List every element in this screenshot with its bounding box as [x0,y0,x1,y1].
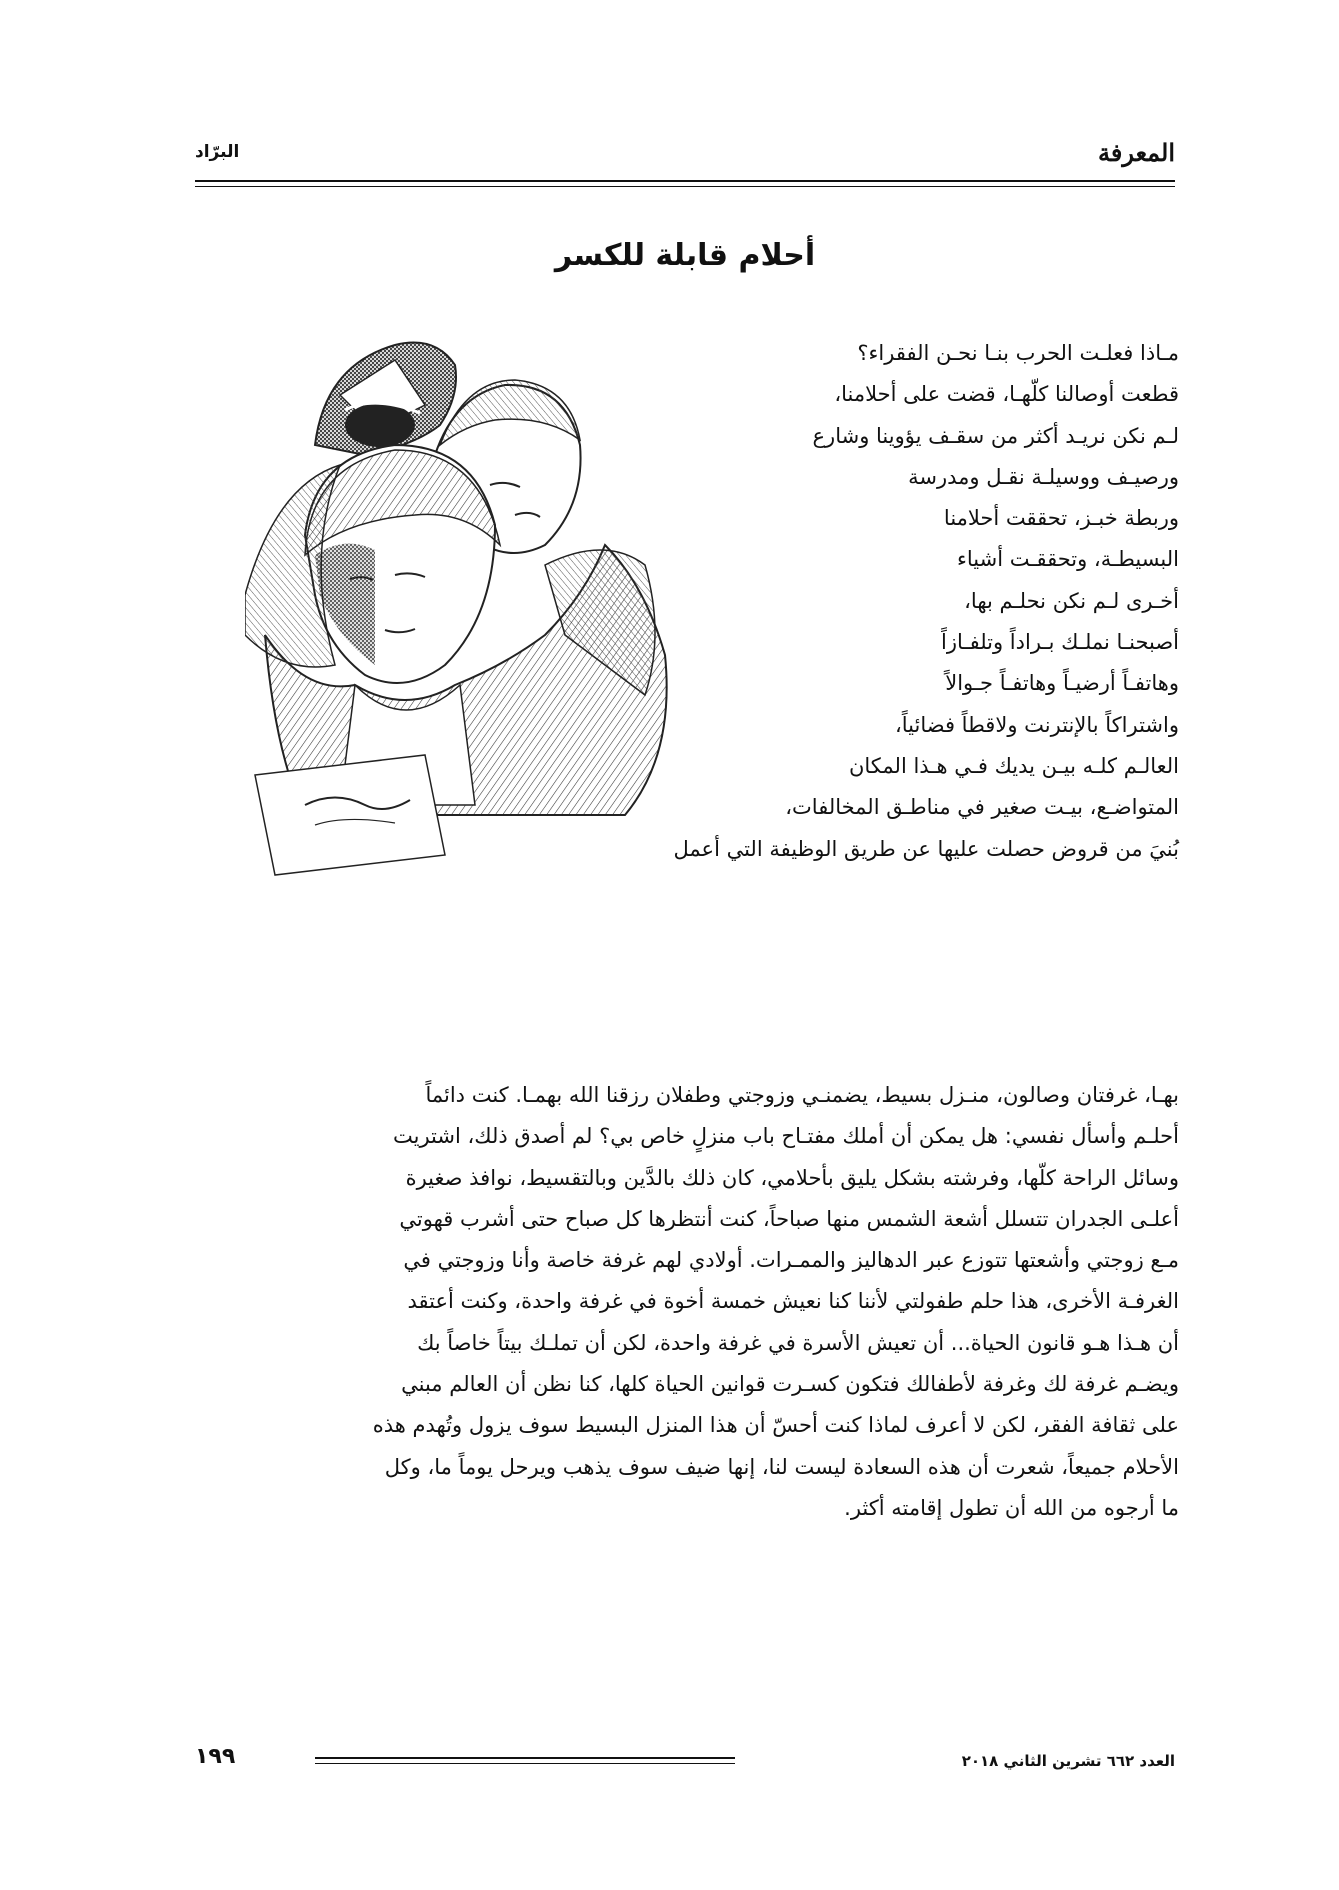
footer-rule [315,1757,735,1759]
prose-line: الأحلام جميعاً، شعرت أن هذه السعادة ليست لنا، إنها ضيف سوف يذهب ويرحل يوماً ما، وكل [384,1454,1179,1479]
poem-line: بُنيَ من قروض حصلت عليها عن طريق الوظيفة التي أعمل [673,836,1179,861]
prose-line: وسائل الراحة كلّها، وفرشته بشكل يليق بأحلامي، كان ذلك بالدَّين وبالتقسيط، نوافذ صغيرة [405,1165,1179,1190]
prose-line: أن هـذا هـو قانون الحياة... أن تعيش الأسرة في غرفة واحدة، لكن أن تملـك بيتاً خاصاً بك [417,1330,1179,1355]
prose-line: على ثقافة الفقر، لكن لا أعرف لماذا كنت أحسّ أن هذا المنزل البسيط سوف يزول وتُهدم هذه [372,1413,1179,1438]
poem-block [673,333,1179,870]
page-number: ١٩٩ [195,1744,236,1769]
prose-line: مـع زوجتي وأشعتها تتوزع عبر الدهاليز والممـرات. أولادي لهم غرفة خاصة وأنا وزوجتي في [403,1248,1179,1273]
poem-line: واشتراكاً بالإنترنت ولاقطاً فضائياً، [895,712,1179,737]
poem-line: أخـرى لـم نكن نحلـم بها، [964,588,1179,613]
poem-line: العالـم كلـه بيـن يديك فـي هـذا المكان [848,753,1179,778]
prose-line: أحلـم وأسأل نفسي: هل يمكن أن أملك مفتـاح باب منزلٍ خاص بي؟ لم أصدق ذلك، اشتريت [393,1124,1179,1149]
poem-line: لـم نكن نريـد أكثر من سقـف يؤوينا وشارع [812,423,1179,448]
prose-block [189,1075,1179,1529]
poem-line: مـاذا فعلـت الحرب بنـا نحـن الفقراء؟ [857,341,1179,365]
poem-line: البسيطـة، وتحققـت أشياء [956,547,1179,572]
poem-line: وربطة خبـز، تحققت أحلامنا [943,506,1179,531]
article-title: أحلام قابلة للكسر [554,238,816,273]
poem-line: المتواضـع، بيـت صغير في مناطـق المخالفات، [785,795,1179,820]
header-rule-thin [195,186,1175,187]
issue-label: العدد ٦٦٢ تشرين الثاني ٢٠١٨ [961,1752,1175,1770]
footer-rule-thin [315,1763,735,1764]
prose-line: بهـا، غرفتان وصالون، منـزل بسيط، يضمنـي وزوجتي وطفلان رزقنا الله بهمـا. كنت دائماً [425,1083,1179,1107]
prose-line: أعلـى الجدران تتسلل أشعة الشمس منها صباحاً، كنت أنتظرها كل صباح حتى أشرب قهوتي [399,1206,1179,1231]
poem-line: أصبحنـا نملـك بـراداً وتلفـازاً [941,630,1179,655]
poem-line: ورصيـف ووسيلـة نقـل ومدرسة [908,464,1179,489]
section-label: البرّاد [195,142,240,162]
prose-line: ويضـم غرفة لك وغرفة لأطفالك فتكون كسـرت قوانين الحياة كلها، كنا نظن أن العالم مبني [401,1372,1179,1397]
poem-line: وهاتفـاً أرضيـاً وهاتفـاً جـوالاً [945,671,1179,696]
poem-line: قطعت أوصالنا كلّهـا، قضت على أحلامنا، [834,382,1179,407]
prose-line: الغرفـة الأخرى، هذا حلم طفولتي لأننا كنا نعيش خمسة أخوة في غرفة واحدة، وكنت أعتقد [407,1289,1179,1314]
magazine-logo: المعرفة [1097,138,1175,167]
prose-line: ما أرجوه من الله أن تطول إقامته أكثر. [844,1495,1179,1520]
header-rule [195,180,1175,182]
